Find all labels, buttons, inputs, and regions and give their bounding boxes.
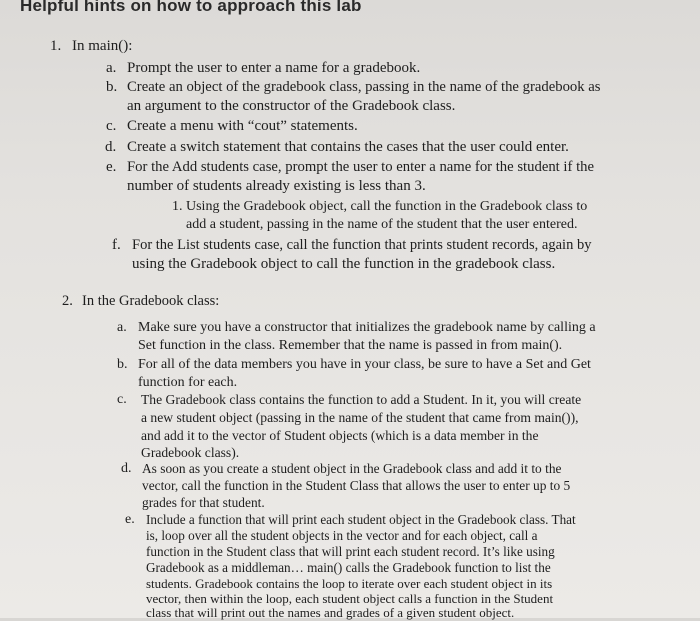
item-2e-line-2: is, loop over all the student objects in the vector and for each object, call a bbox=[146, 528, 538, 543]
item-1e-line-1: For the Add students case, prompt the user to enter a name for the student if the bbox=[127, 159, 595, 175]
item-2e-marker: e. bbox=[125, 512, 135, 527]
item-2c-marker: c. bbox=[117, 392, 127, 407]
item-2b-line-1: For all of the data members you have in your class, be sure to have a Set and Get bbox=[138, 357, 591, 372]
item-1b-line-2: an argument to the constructor of the Gradebook class. bbox=[127, 98, 456, 114]
item-2c-line-2: a new student object (passing in the name of the student that came from main()), bbox=[141, 410, 579, 425]
item-2e-line-5: students. Gradebook contains the loop to iterate over each student object in its bbox=[146, 576, 553, 591]
item-1c-marker: c. bbox=[106, 118, 117, 134]
item-1f-line-1: For the List students case, call the function that prints student records, again by bbox=[132, 237, 592, 253]
document-title: Helpful hints on how to approach this lab bbox=[20, 0, 362, 15]
item-2e-line-4: Gradebook as a middleman… main() calls the Gradebook function to list the bbox=[146, 560, 551, 575]
item-1f-line-2: using the Gradebook object to call the function in the gradebook class. bbox=[132, 256, 556, 272]
item-1e-1-line-1: Using the Gradebook object, call the function in the Gradebook class to bbox=[186, 199, 588, 214]
item-1e-line-2: number of students already existing is less than 3. bbox=[127, 178, 426, 194]
section-1-marker: 1. bbox=[50, 38, 62, 54]
item-1c-line-1: Create a menu with “cout” statements. bbox=[127, 118, 358, 134]
section-2-marker: 2. bbox=[62, 293, 73, 309]
item-1e-1-line-2: add a student, passing in the name of the student that the user entered. bbox=[186, 217, 578, 232]
item-2c-line-3: and add it to the vector of Student objects (which is a data member in the bbox=[141, 428, 539, 443]
item-2c-line-1: The Gradebook class contains the function to add a Student. In it, you will create bbox=[141, 392, 582, 407]
item-2e-line-7: class that will print out the names and grades of a given student object. bbox=[146, 605, 515, 620]
item-1b-marker: b. bbox=[106, 79, 118, 95]
item-1d-line-1: Create a switch statement that contains the cases that the user could enter. bbox=[127, 139, 569, 155]
item-1d-marker: d. bbox=[105, 139, 117, 155]
item-2c-line-4: Gradebook class). bbox=[141, 445, 240, 460]
section-1-heading: In main(): bbox=[72, 38, 133, 54]
item-2d-line-2: vector, call the function in the Student Class that allows the user to enter up to 5 bbox=[142, 478, 571, 493]
item-2e-line-1: Include a function that will print each student object in the Gradebook class. That bbox=[146, 512, 576, 527]
item-2d-line-1: As soon as you create a student object in the Gradebook class and add it to the bbox=[142, 461, 562, 476]
item-2a-marker: a. bbox=[117, 320, 127, 335]
item-2b-marker: b. bbox=[117, 357, 128, 372]
item-1f-marker: f. bbox=[112, 237, 121, 253]
item-1a-line-1: Prompt the user to enter a name for a gradebook. bbox=[127, 60, 421, 76]
item-2d-marker: d. bbox=[121, 461, 132, 476]
section-2-heading: In the Gradebook class: bbox=[82, 293, 220, 309]
item-1a-marker: a. bbox=[106, 60, 117, 76]
item-2a-line-1: Make sure you have a constructor that initializes the gradebook name by calling a bbox=[138, 320, 596, 335]
item-2b-line-2: function for each. bbox=[138, 375, 238, 390]
item-1b-line-1: Create an object of the gradebook class, passing in the name of the gradebook as bbox=[127, 79, 601, 95]
item-2a-line-2: Set function in the class. Remember that the name is passed in from main(). bbox=[138, 338, 563, 353]
item-1e-marker: e. bbox=[106, 159, 117, 175]
item-2e-line-3: function in the Student class that will print each student record. It’s like using bbox=[146, 544, 555, 559]
item-2e-line-6: vector, then within the loop, each student object calls a function in the Student bbox=[146, 591, 554, 606]
item-1e-1-marker: 1. bbox=[172, 199, 183, 214]
item-2d-line-3: grades for that student. bbox=[142, 495, 265, 510]
